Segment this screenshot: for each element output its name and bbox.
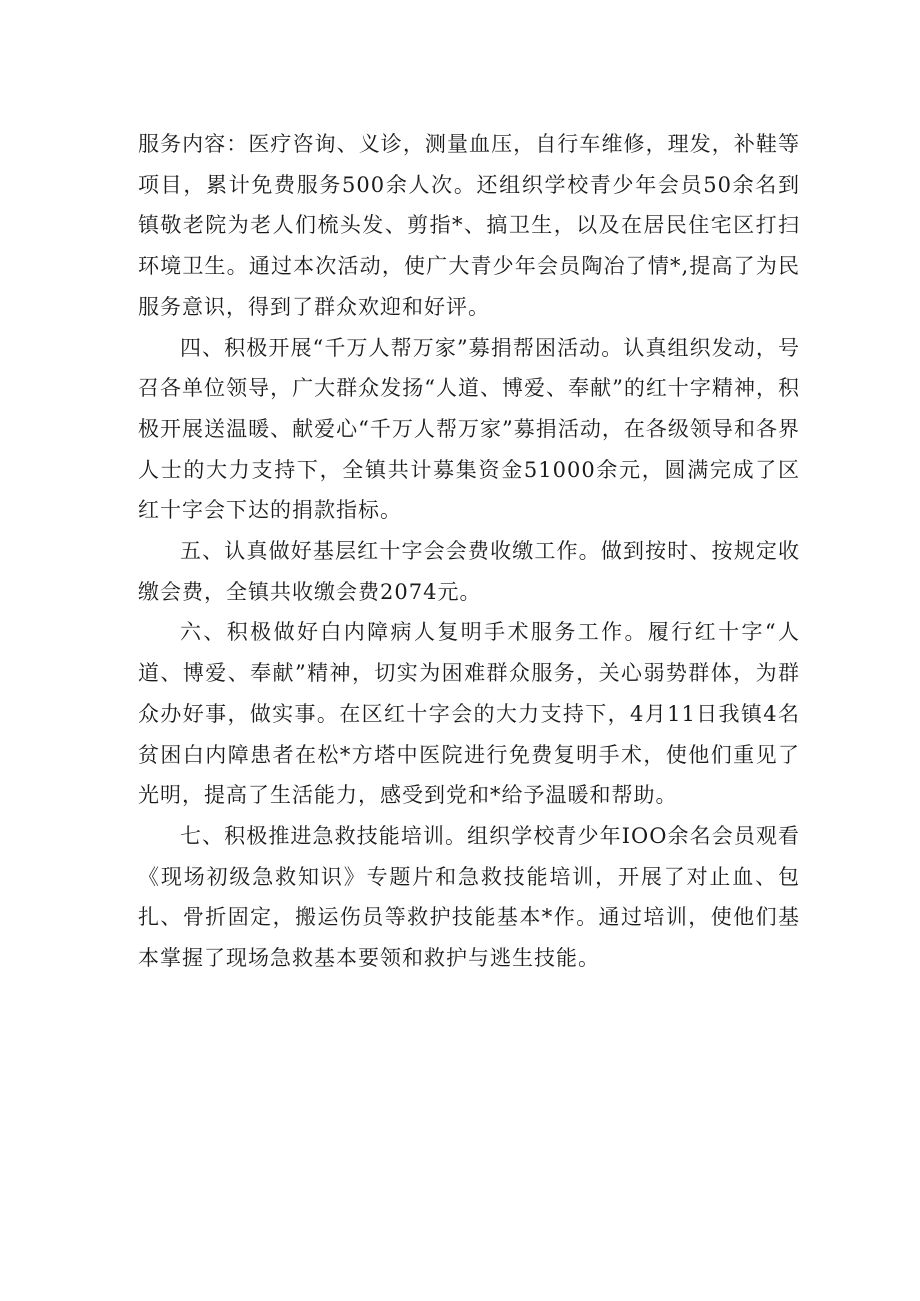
paragraph-fundraising: 四、积极开展“千万人帮万家”募捐帮困活动。认真组织发动，号召各单位领导，广大群众发扬“人道、博爱、奉献”的红十字精神，积极开展送温暖、献爱心“千万人帮万家”募捐活动，在各级领导和各界人士的大力支持下，全镇共计募集资金51000余元，圆满完成了区红十字会下达的捐款指标。	[138, 335, 800, 523]
paragraph-service-content: 服务内容：医疗咨询、义诊，测量血压，自行车维修，理发，补鞋等项目，累计免费服务500余人次。还组织学校青少年会员50余名到镇敬老院为老人们梳头发、剪指*、搞卫生，以及在居民住宅区打扫环境卫生。通过本次活动，使广大青少年会员陶冶了情*,提高了为民服务意识，得到了群众欢迎和好评。	[138, 132, 800, 319]
paragraph-first-aid-training: 七、积极推进急救技能培训。组织学校青少年IOO余名会员观看《现场初级急救知识》专题片和急救技能培训，开展了对止血、包扎、骨折固定，搬运伤员等救护技能基本*作。通过培训，使他们基本掌握了现场急救基本要领和救护与逃生技能。	[138, 823, 800, 971]
document-body	[138, 124, 800, 979]
paragraph-cataract-surgery: 六、积极做好白内障病人复明手术服务工作。履行红十字“人道、博爱、奉献”精神，切实为困难群众服务，关心弱势群体，为群众办好事，做实事。在区红十字会的大力支持下，4月11日我镇4名贫困白内障患者在松*方塔中医院进行免费复明手术，使他们重见了光明，提高了生活能力，感受到党和*给予温暖和帮助。	[138, 620, 800, 808]
paragraph-membership-fees: 五、认真做好基层红十字会会费收缴工作。做到按时、按规定收缴会费，全镇共收缴会费2074元。	[138, 539, 800, 604]
